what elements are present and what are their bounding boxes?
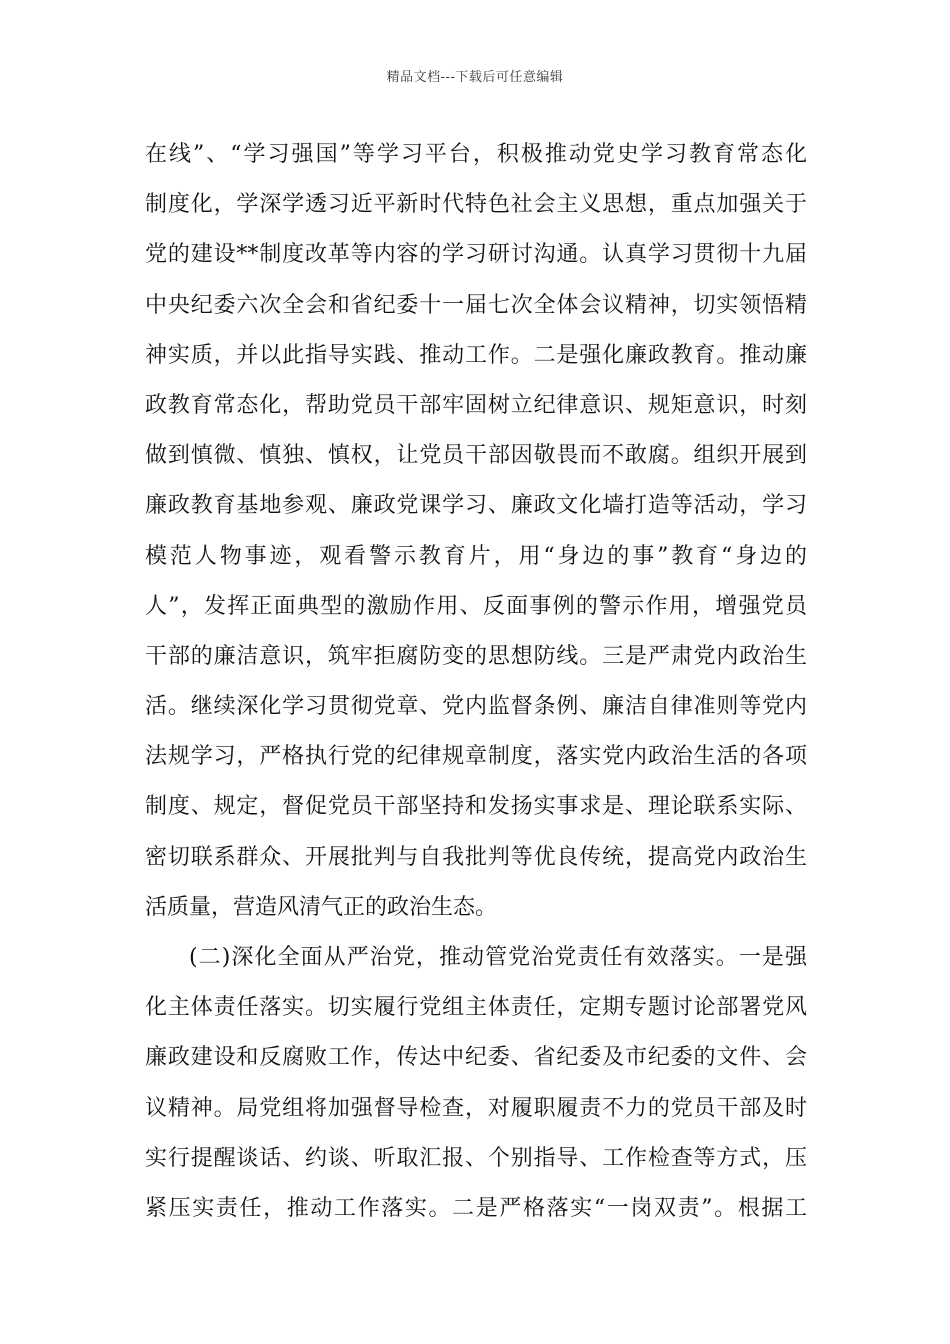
text-line: 制度化，学深学透习近平新时代特色社会主义思想，重点加强关于 (145, 192, 807, 218)
text-line: 中央纪委六次全会和省纪委十一届七次全体会议精神，切实领悟精 (145, 292, 807, 318)
text-line: 廉政建设和反腐败工作，传达中纪委、省纪委及市纪委的文件、会 (145, 1045, 807, 1071)
text-line: 政教育常态化，帮助党员干部牢固树立纪律意识、规矩意识，时刻 (145, 392, 807, 418)
text-line: 议精神。局党组将加强督导检查，对履职履责不力的党员干部及时 (145, 1095, 807, 1121)
text-line: 活。继续深化学习贯彻党章、党内监督条例、廉洁自律准则等党内 (145, 694, 807, 720)
paragraph-2 (145, 933, 807, 1234)
text-line: 法规学习，严格执行党的纪律规章制度，落实党内政治生活的各项 (145, 744, 807, 770)
page-header: 精品文档---下载后可任意编辑 (386, 70, 564, 85)
text-line: 廉政教育基地参观、廉政党课学习、廉政文化墙打造等活动，学习 (145, 493, 807, 519)
text-line: 神实质，并以此指导实践、推动工作。二是强化廉政教育。推动廉 (145, 342, 807, 368)
document-body (145, 130, 807, 1234)
text-line: 化主体责任落实。切实履行党组主体责任，定期专题讨论部署党风 (145, 995, 807, 1021)
text-line: 实行提醒谈话、约谈、听取汇报、个别指导、工作检查等方式，压 (145, 1145, 807, 1171)
text-line: 紧压实责任，推动工作落实。二是严格落实“一岗双责”。根据工 (145, 1195, 807, 1221)
text-line: 密切联系群众、开展批判与自我批判等优良传统，提高党内政治生 (145, 844, 807, 870)
text-line: 干部的廉洁意识，筑牢拒腐防变的思想防线。三是严肃党内政治生 (145, 643, 807, 669)
text-line: 模范人物事迹，观看警示教育片，用“身边的事”教育“身边的 (145, 543, 807, 569)
text-line: 在线”、“学习强国”等学习平台，积极推动党史学习教育常态化 (145, 142, 807, 167)
paragraph-1 (145, 130, 807, 933)
text-line: 党的建设**制度改革等内容的学习研讨沟通。认真学习贯彻十九届 (145, 242, 807, 268)
text-line: 做到慎微、慎独、慎权，让党员干部因敬畏而不敢腐。组织开展到 (145, 443, 807, 469)
text-line: (二)深化全面从严治党，推动管党治党责任有效落实。一是强 (189, 945, 807, 970)
text-line: 制度、规定，督促党员干部坚持和发扬实事求是、理论联系实际、 (145, 794, 807, 820)
text-line: 活质量，营造风清气正的政治生态。 (145, 894, 498, 920)
text-line: 人”，发挥正面典型的激励作用、反面事例的警示作用，增强党员 (145, 593, 807, 619)
